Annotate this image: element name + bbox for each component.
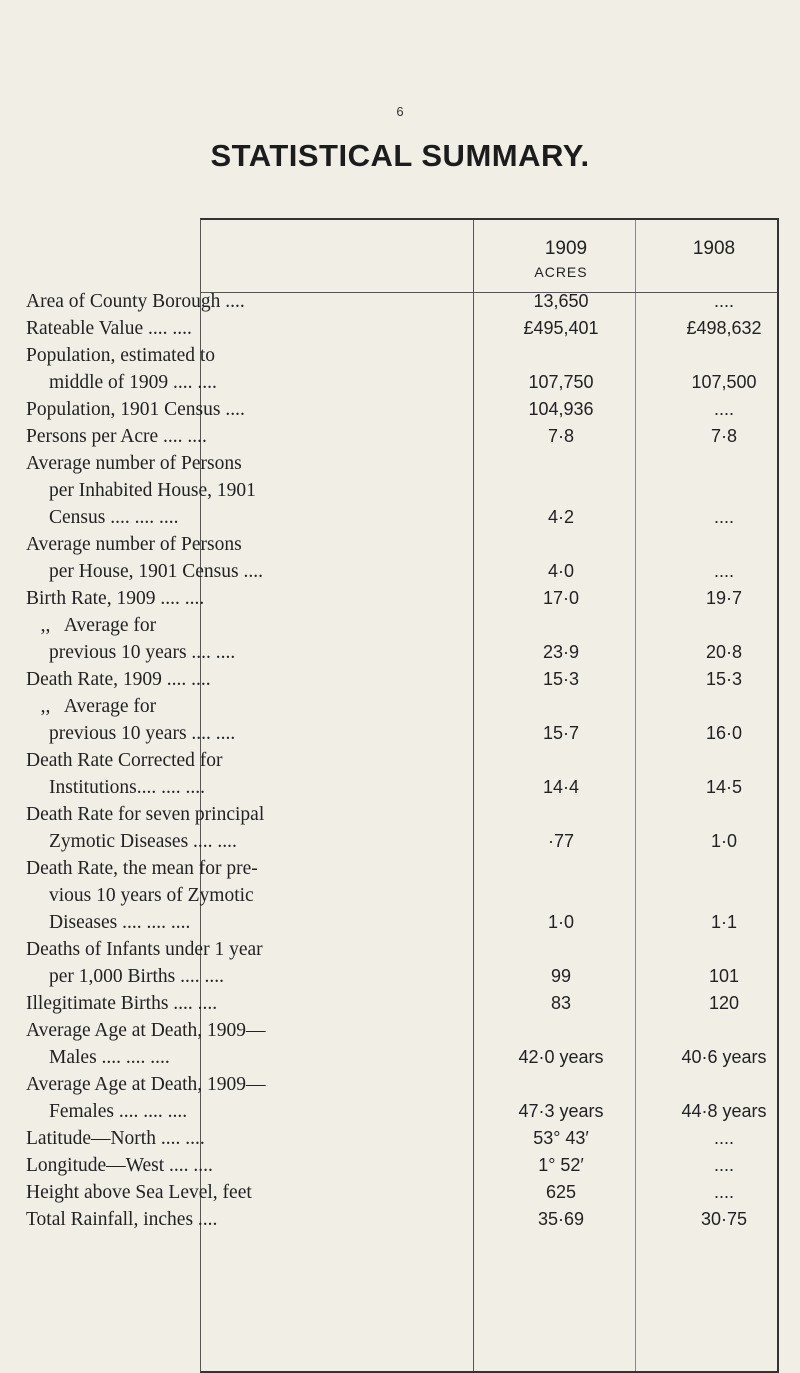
value-1909: 4·2 — [547, 507, 574, 527]
value-1908: 1·1 — [710, 912, 737, 932]
table-row — [26, 693, 786, 747]
table-row — [26, 1206, 786, 1233]
value-1908: 16·0 — [705, 723, 743, 743]
row-label-line: Males .... .... .... — [49, 1047, 170, 1068]
row-label — [26, 693, 471, 747]
table-row — [26, 264, 786, 315]
value-1908: .... — [713, 1128, 734, 1148]
value-1909: 53° 43′ — [533, 1128, 589, 1148]
table-row — [26, 612, 786, 666]
value-1909: 14·4 — [542, 777, 580, 797]
value-1909: 13,650 — [533, 291, 589, 311]
column-header-1909: 1909 — [544, 238, 588, 259]
value-1909: 99 — [550, 966, 572, 986]
row-label-line: Institutions.... .... .... — [49, 777, 206, 798]
row-label-line: Death Rate, the mean for pre- — [26, 858, 258, 879]
row-label-line: Illegitimate Births .... .... — [26, 993, 218, 1014]
value-1908: 120 — [708, 993, 740, 1013]
unit-label-acres: ACRES — [534, 264, 588, 280]
value-1909: 35·69 — [537, 1209, 585, 1229]
row-label-line: Latitude—North .... .... — [26, 1128, 205, 1149]
row-label-line: Death Rate Corrected for — [26, 750, 223, 771]
row-label-line: Females .... .... .... — [49, 1101, 188, 1122]
row-label — [26, 747, 471, 801]
row-label — [26, 288, 471, 315]
value-1909: 4·0 — [547, 561, 574, 581]
row-label — [26, 801, 471, 855]
row-label — [26, 990, 471, 1017]
row-label-line: Diseases .... .... .... — [49, 912, 191, 933]
row-label — [26, 531, 471, 585]
row-label — [26, 423, 471, 450]
row-label — [26, 1071, 471, 1125]
table-row — [26, 315, 786, 342]
table-row — [26, 1152, 786, 1179]
row-label — [26, 612, 471, 666]
row-label-line: Population, 1901 Census .... — [26, 399, 245, 420]
row-label — [26, 585, 471, 612]
value-1909: 83 — [550, 993, 572, 1013]
row-label-line: Population, estimated to — [26, 345, 216, 366]
value-1908: 44·8 years — [681, 1101, 767, 1121]
table-row — [26, 747, 786, 801]
table-row — [26, 936, 786, 990]
value-1909: 17·0 — [542, 588, 580, 608]
row-label-line: Average number of Persons — [26, 453, 242, 474]
row-label-line: ,, Average for — [26, 615, 157, 636]
value-1908: 40·6 years — [681, 1047, 767, 1067]
value-1909: £495,401 — [523, 318, 599, 338]
value-1908: 19·7 — [705, 588, 743, 608]
row-label-line: Deaths of Infants under 1 year — [26, 939, 263, 960]
row-label — [26, 342, 471, 396]
row-label — [26, 450, 471, 531]
page-title: STATISTICAL SUMMARY. — [210, 138, 590, 173]
row-label — [26, 1206, 471, 1233]
value-1908: 7·8 — [710, 426, 737, 446]
value-1908: .... — [713, 507, 734, 527]
table-row — [26, 396, 786, 423]
row-label — [26, 315, 471, 342]
value-1909: 625 — [545, 1182, 577, 1202]
value-1908: 15·3 — [705, 669, 743, 689]
row-label — [26, 1179, 471, 1206]
row-label-line: Death Rate for seven principal — [26, 804, 265, 825]
value-1908: 101 — [708, 966, 740, 986]
row-label-line: Average Age at Death, 1909— — [26, 1020, 266, 1041]
row-label — [26, 396, 471, 423]
table-row — [26, 801, 786, 855]
value-1908: .... — [713, 1182, 734, 1202]
value-1908: 20·8 — [705, 642, 743, 662]
value-1909: 1·0 — [547, 912, 574, 932]
row-label-line: Area of County Borough .... — [26, 291, 245, 312]
row-label-line: per Inhabited House, 1901 — [49, 480, 256, 501]
row-label-line: Average Age at Death, 1909— — [26, 1074, 266, 1095]
table-row — [26, 1017, 786, 1071]
table-row — [26, 1071, 786, 1125]
table-row — [26, 585, 786, 612]
row-label-line: Census .... .... .... — [49, 507, 179, 528]
value-1909: 107,750 — [528, 372, 594, 392]
table-row — [26, 1179, 786, 1206]
table-row — [26, 855, 786, 936]
row-label-line: Average number of Persons — [26, 534, 242, 555]
table-row — [26, 1125, 786, 1152]
value-1909: 104,936 — [528, 399, 594, 419]
value-1908: 14·5 — [705, 777, 743, 797]
row-label — [26, 936, 471, 990]
row-label — [26, 1125, 471, 1152]
row-label-line: vious 10 years of Zymotic — [49, 885, 254, 906]
value-1908: 30·75 — [700, 1209, 748, 1229]
value-1908: £498,632 — [686, 318, 762, 338]
value-1909: 7·8 — [547, 426, 574, 446]
row-label-line: Zymotic Diseases .... .... — [49, 831, 237, 852]
table-row — [26, 990, 786, 1017]
column-header-1908: 1908 — [692, 238, 736, 259]
table-row — [26, 423, 786, 450]
table-body — [26, 264, 786, 1233]
value-1909: 47·3 years — [518, 1101, 604, 1121]
page-number: 6 — [396, 104, 404, 119]
value-1908: .... — [713, 561, 734, 581]
table-row — [26, 342, 786, 396]
value-1908: .... — [713, 291, 734, 311]
row-label-line: previous 10 years .... .... — [49, 642, 236, 663]
value-1909: ·77 — [547, 831, 574, 851]
value-1909: 42·0 years — [518, 1047, 604, 1067]
row-label — [26, 1017, 471, 1071]
row-label-line: Persons per Acre .... .... — [26, 426, 207, 447]
row-label-line: Rateable Value .... .... — [26, 318, 192, 339]
value-1908: .... — [713, 399, 734, 419]
row-label-line: Total Rainfall, inches .... — [26, 1209, 218, 1230]
row-label-line: middle of 1909 .... .... — [49, 372, 217, 393]
value-1908: .... — [713, 1155, 734, 1175]
row-label-line: Height above Sea Level, feet — [26, 1182, 252, 1203]
value-1909: 15·3 — [542, 669, 580, 689]
row-label-line: Birth Rate, 1909 .... .... — [26, 588, 205, 609]
row-label-line: Longitude—West .... .... — [26, 1155, 213, 1176]
table-row — [26, 450, 786, 531]
value-1908: 1·0 — [710, 831, 737, 851]
row-label-line: per House, 1901 Census .... — [49, 561, 263, 582]
value-1909: 23·9 — [542, 642, 580, 662]
row-label-line: Death Rate, 1909 .... .... — [26, 669, 211, 690]
row-label — [26, 1152, 471, 1179]
value-1909: 15·7 — [542, 723, 580, 743]
row-label-line: per 1,000 Births .... .... — [49, 966, 224, 987]
value-1909: 1° 52′ — [538, 1155, 584, 1175]
row-label-line: previous 10 years .... .... — [49, 723, 236, 744]
table-row — [26, 666, 786, 693]
row-label — [26, 666, 471, 693]
table-row — [26, 531, 786, 585]
row-label-line: ,, Average for — [26, 696, 157, 717]
row-label — [26, 855, 471, 936]
value-1908: 107,500 — [691, 372, 757, 392]
